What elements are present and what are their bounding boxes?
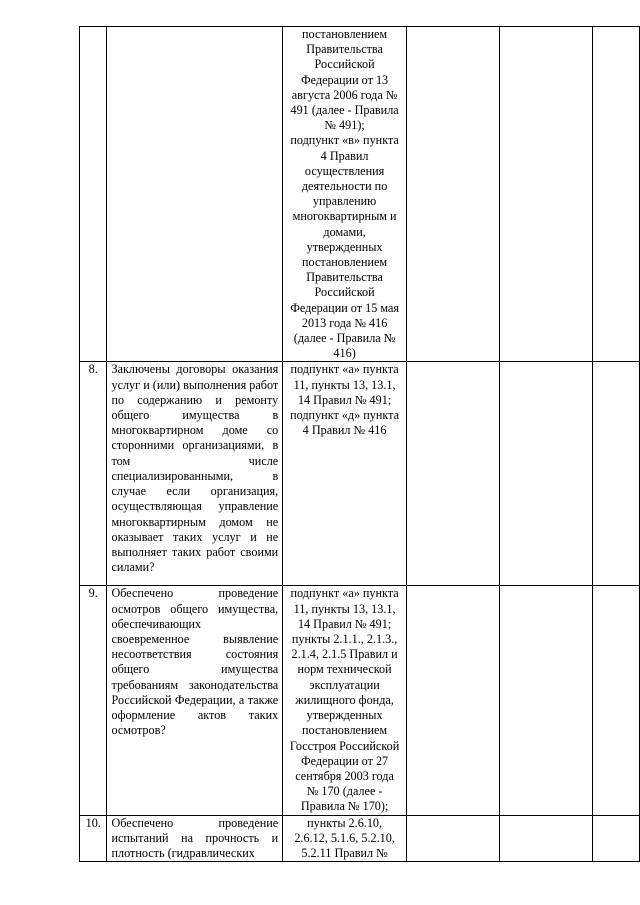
requirement-cell: Заключены договоры оказания услуг и (или) выполнения работ по содержанию и ремонту общего имущества в многоквартирном доме со сторонними организациями, в том числе специализированными, в случае если организация, осуществляющая управление многоквартирным домом не оказывает таких услуг и не выполняет таких работ своими силами? — [107, 362, 283, 586]
checklist-table — [79, 26, 640, 862]
legal-basis-cell: пункты 2.6.10, 2.6.12, 5.1.6, 5.2.10, 5.2.11 Правил № — [283, 815, 407, 862]
table-row — [80, 27, 640, 362]
requirement-cell — [107, 27, 283, 362]
row-number: 8. — [80, 362, 107, 586]
note-cell — [593, 27, 640, 362]
answer-cell — [499, 586, 592, 815]
requirement-cell: Обеспечено проведение осмотров общего имущества, обеспечивающих своевременное выявление несоответствия состояния общего имущества требованиям законодательства Российской Федерации, а также оформление актов таких осмотров? — [107, 586, 283, 815]
legal-basis-cell: подпункт «а» пункта 11, пункты 13, 13.1, 14 Правил № 491; подпункт «д» пункта 4 Правил № 416 — [283, 362, 407, 586]
answer-cell — [406, 362, 499, 586]
answer-cell — [406, 586, 499, 815]
note-cell — [593, 815, 640, 862]
table-row — [80, 815, 640, 862]
requirement-cell: Обеспечено проведение испытаний на прочность и плотность (гидравлических — [107, 815, 283, 862]
row-number: 10. — [80, 815, 107, 862]
row-number: 9. — [80, 586, 107, 815]
row-number — [80, 27, 107, 362]
answer-cell — [406, 815, 499, 862]
table-row — [80, 586, 640, 815]
answer-cell — [499, 815, 592, 862]
answer-cell — [406, 27, 499, 362]
note-cell — [593, 362, 640, 586]
table-row — [80, 362, 640, 586]
note-cell — [593, 586, 640, 815]
answer-cell — [499, 27, 592, 362]
legal-basis-cell: подпункт «а» пункта 11, пункты 13, 13.1, 14 Правил № 491; пункты 2.1.1., 2.1.3., 2.1.4, 2.1.5 Правил и норм технической эксплуатации жилищного фонда, утвержденных постановлением Госстроя Российской Федерации от 27 сентября 2003 года № 170 (далее - Правила № 170); — [283, 586, 407, 815]
answer-cell — [499, 362, 592, 586]
legal-basis-cell: постановлением Правительства Российской Федерации от 13 августа 2006 года № 491 (далее - Правила № 491); подпункт «в» пункта 4 Правил осуществления деятельности по управлению многоквартирным и домами, утвержденных постановлением Правительства Российской Федерации от 15 мая 2013 года № 416 (далее - Правила № 416) — [283, 27, 407, 362]
